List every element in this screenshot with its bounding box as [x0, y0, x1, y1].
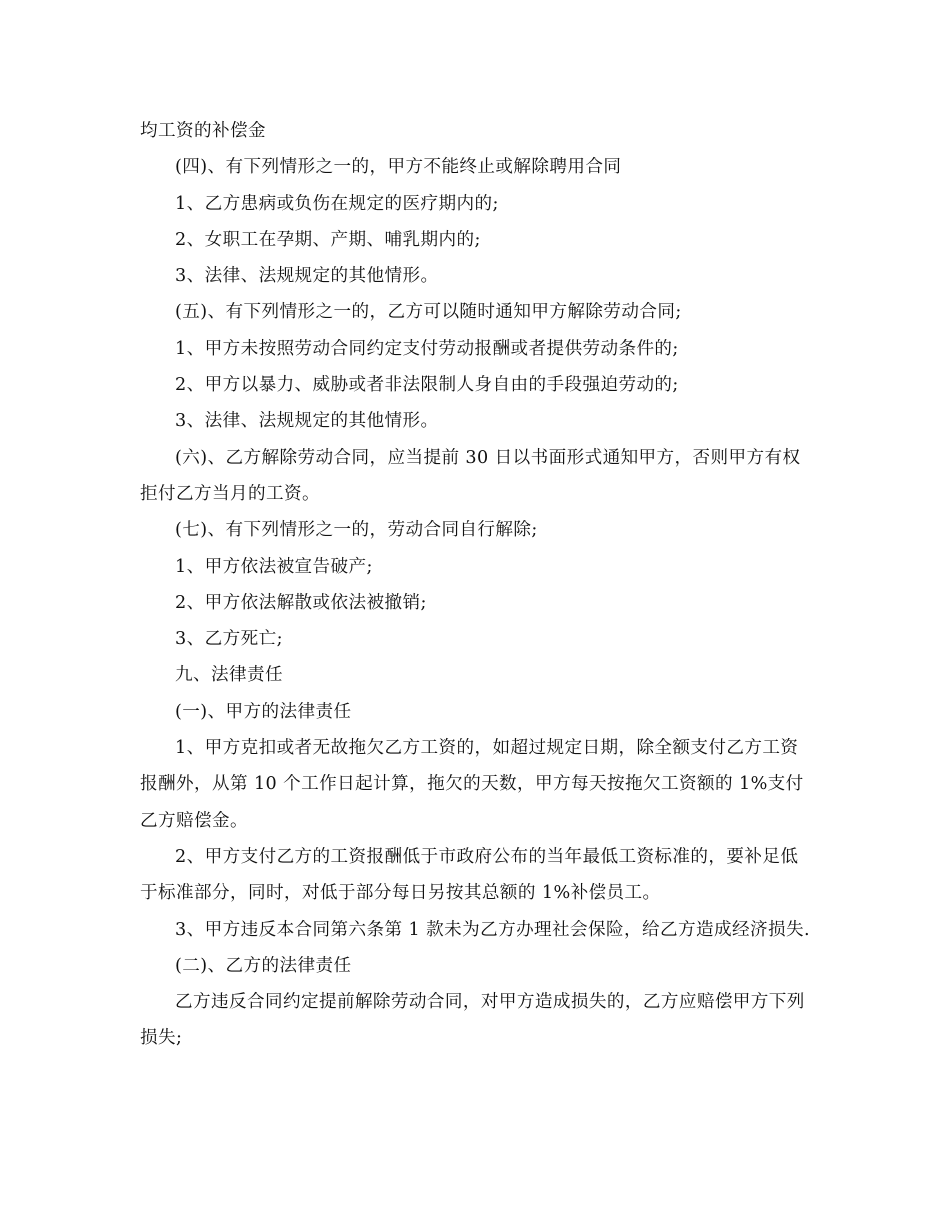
- paragraph-continuation: 均工资的补偿金: [140, 121, 266, 141]
- clause-heading-7: (七)、有下列情形之一的，劳动合同自行解除;: [175, 520, 538, 541]
- clause-item: 2、甲方以暴力、威胁或者非法限制人身自由的手段强迫劳动的;: [175, 375, 679, 396]
- clause-heading-4: (四)、有下列情形之一的，甲方不能终止或解除聘用合同: [175, 157, 622, 178]
- clause-paragraph: 乙方违反合同约定提前解除劳动合同，对甲方造成损失的，乙方应赔偿甲方下列损失;: [140, 992, 805, 1049]
- clause-item: 1、甲方克扣或者无故拖欠乙方工资的，如超过规定日期，除全额支付乙方工资报酬外，从第 10 个工作日起计算，拖欠的天数，甲方每天按拖欠工资额的 1%支付乙方赔偿金。: [140, 738, 804, 831]
- clause-item: 2、女职工在孕期、产期、哺乳期内的;: [175, 229, 481, 250]
- clause-item: 1、甲方未按照劳动合同约定支付劳动报酬或者提供劳动条件的;: [175, 338, 679, 359]
- clause-item: 3、甲方违反本合同第六条第 1 款未为乙方办理社会保险，给乙方造成经济损失.: [175, 919, 810, 940]
- subsection-heading: (二)、乙方的法律责任: [175, 955, 352, 976]
- clause-heading-5: (五)、有下列情形之一的，乙方可以随时通知甲方解除劳动合同;: [175, 302, 682, 323]
- subsection-heading: (一)、甲方的法律责任: [175, 701, 352, 722]
- document-body: [140, 113, 815, 1057]
- clause-item: 2、甲方依法解散或依法被撤销;: [175, 592, 427, 613]
- clause-item: 1、甲方依法被宣告破产;: [175, 556, 373, 577]
- clause-item: 3、乙方死亡;: [175, 629, 283, 650]
- clause-heading-6: (六)、乙方解除劳动合同，应当提前 30 日以书面形式通知甲方，否则甲方有权拒付乙方当月的工资。: [140, 447, 801, 504]
- clause-item: 2、甲方支付乙方的工资报酬低于市政府公布的当年最低工资标准的，要补足低于标准部分，同时，对低于部分每日另按其总额的 1%补偿员工。: [140, 846, 799, 904]
- clause-item: 3、法律、法规规定的其他情形。: [175, 266, 439, 287]
- clause-item: 1、乙方患病或负伤在规定的医疗期内的;: [175, 193, 499, 214]
- section-heading: 九、法律责任: [175, 665, 283, 686]
- clause-item: 3、法律、法规规定的其他情形。: [175, 411, 439, 432]
